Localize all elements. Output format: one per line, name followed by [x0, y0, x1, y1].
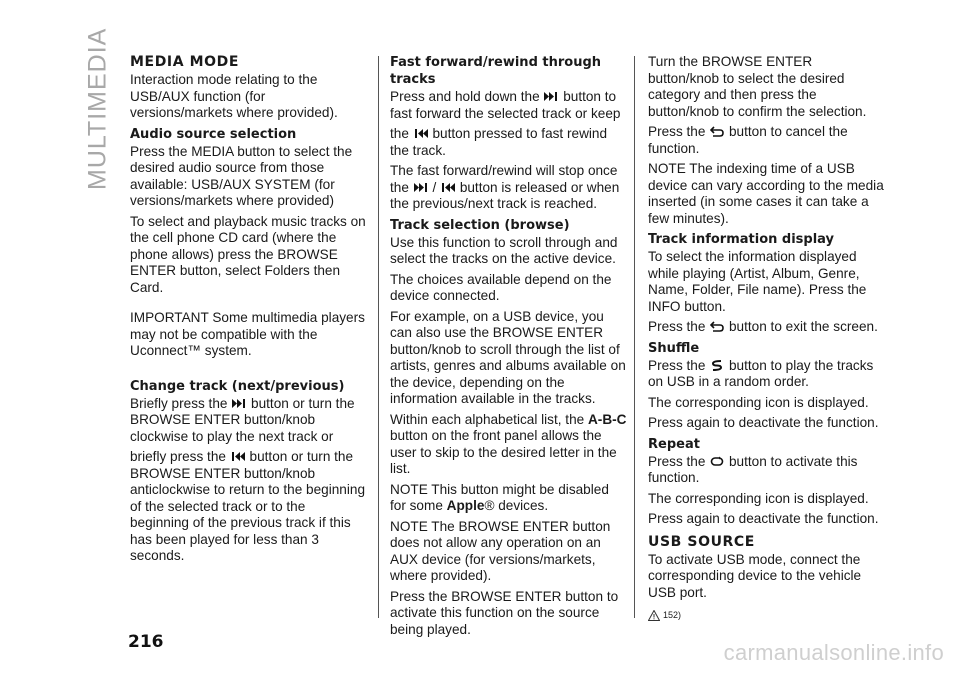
- column-divider: [378, 56, 379, 618]
- section-side-title: MULTIMEDIA: [83, 27, 112, 190]
- text-fragment: Press the: [648, 319, 706, 334]
- page-number: 216: [128, 632, 164, 652]
- paragraph-intro: Interaction mode relating to the USB/AUX function (for versions/markets where provided).: [130, 72, 338, 120]
- text-fragment: button to play the tracks on USB in a random order.: [648, 357, 874, 389]
- paragraph-shuffle-3: Press again to deactivate the function.: [648, 415, 879, 430]
- paragraph-audio-1: Press the MEDIA button to select the desired audio source from those available: USB/AUX SYSTEM (for versions/markets where provided): [130, 143, 353, 208]
- paragraph-next-track: [130, 396, 366, 446]
- paragraph-fast-forward: [390, 89, 628, 122]
- previous-track-icon: [414, 128, 428, 139]
- previous-track-icon: [441, 182, 455, 193]
- abc-button-label: A-B-C: [587, 411, 627, 427]
- text-fragment: button on the front panel allows the user to skip to the desired letter in the list.: [390, 428, 617, 476]
- text-fragment: Briefly press the: [130, 395, 228, 411]
- next-track-icon: [414, 182, 428, 193]
- text-fragment: briefly press the: [130, 449, 226, 464]
- paragraph-info: To select the information displayed while playing (Artist, Album, Genre, Name, Folder, File name). Press the INFO button.: [648, 249, 867, 314]
- text-fragment: the: [390, 126, 409, 141]
- paragraph-prev-track: [130, 449, 366, 565]
- text-fragment: Press the: [648, 124, 706, 139]
- apple-label: Apple: [446, 498, 485, 513]
- text-fragment: button to activate this function.: [648, 453, 858, 485]
- heading-track-selection: Track selection (browse): [390, 217, 570, 233]
- text-fragment: button or turn the BROWSE ENTER button/knob anticlockwise to return to the beginning of the selected track or to the beginning of the previous track if this has been played for less than 3 seconds.: [130, 449, 366, 563]
- next-track-icon: [232, 398, 246, 409]
- column-3: [648, 54, 886, 625]
- column-1: [130, 54, 366, 569]
- back-icon: [710, 126, 724, 137]
- heading-track-info: Track information display: [648, 232, 835, 247]
- paragraph-usb: To activate USB mode, connect the corresponding device to the vehicle USB port.: [648, 551, 862, 600]
- text-fragment: The fast forward/rewind will stop once: [390, 163, 618, 178]
- paragraph-repeat: [648, 454, 886, 487]
- paragraph-note-indexing: NOTE The indexing time of a USB device can vary according to the media inserted (in some cases it can take a few minutes).: [648, 161, 884, 226]
- column-2: [390, 54, 628, 642]
- column-divider: [634, 56, 635, 618]
- paragraph-browse-2: The choices available depend on the device connected.: [390, 271, 612, 303]
- warning-icon: [648, 610, 660, 621]
- heading-shuffle: Shuffle: [648, 340, 700, 356]
- paragraph-browse-3: For example, on a USB device, you can also use the BROWSE ENTER button/knob to scroll through the list of artists, genres and albums available on the device, depending on the information available in the tracks.: [390, 308, 626, 406]
- paragraph-stop: [390, 163, 628, 213]
- text-fragment: Press and hold down the: [390, 89, 540, 104]
- watermark: carmanualsonline.info: [723, 640, 944, 665]
- previous-track-icon: [231, 451, 245, 462]
- heading-usb-source: USB SOURCE: [648, 533, 755, 550]
- paragraph-note-apple: [390, 482, 628, 515]
- next-track-icon: [544, 91, 558, 102]
- text-fragment: the: [390, 179, 409, 195]
- text-fragment: ® devices.: [484, 498, 549, 513]
- shuffle-icon: [710, 360, 724, 371]
- text-fragment: /: [432, 179, 437, 195]
- paragraph-browse-1: Use this function to scroll through and select the tracks on the active device.: [390, 234, 618, 266]
- text-fragment: Press the: [648, 357, 706, 373]
- paragraph-audio-2: To select and playback music tracks on the cell phone CD card (where the phone allows) press the BROWSE ENTER button, select Folders then Card.: [130, 213, 366, 295]
- paragraph-turn-knob: Turn the BROWSE ENTER button/knob to select the desired category and then press the button/knob to confirm the selection.: [648, 54, 867, 119]
- back-icon: [710, 321, 724, 332]
- paragraph-repeat-3: Press again to deactivate the function.: [648, 511, 879, 526]
- note-reference: [648, 607, 681, 624]
- paragraph-shuffle: [648, 358, 886, 391]
- text-fragment: button or turn the BROWSE ENTER button/knob clockwise to play the next track or: [130, 395, 355, 444]
- text-fragment: button is released or when the previous/next track is reached.: [390, 179, 620, 211]
- paragraph-cancel: [648, 124, 886, 157]
- text-fragment: button pressed to fast rewind the track.: [390, 126, 608, 158]
- paragraph-repeat-2: The corresponding icon is displayed.: [648, 490, 869, 506]
- text-fragment: button to exit the screen.: [728, 319, 878, 334]
- paragraph-important: IMPORTANT Some multimedia players may not be compatible with the Uconnect™ system.: [130, 310, 365, 358]
- text-fragment: button to fast forward the selected track or keep: [390, 89, 621, 121]
- text-fragment: Within each alphabetical list, the: [390, 411, 585, 427]
- note-reference-number: 152): [663, 610, 682, 620]
- paragraph-exit: [648, 319, 886, 336]
- heading-audio-source: Audio source selection: [130, 126, 297, 142]
- heading-change-track: Change track (next/previous): [130, 378, 345, 394]
- paragraph-shuffle-2: The corresponding icon is displayed.: [648, 394, 869, 410]
- paragraph-browse-4: [390, 412, 628, 478]
- heading-media-mode: MEDIA MODE: [130, 54, 240, 70]
- repeat-icon: [710, 456, 724, 467]
- text-fragment: button to cancel the function.: [648, 124, 848, 156]
- paragraph-note-aux: NOTE The BROWSE ENTER button does not allow any operation on an AUX device (for versions/markets, where provided).: [390, 518, 611, 583]
- paragraph-browse-5: Press the BROWSE ENTER button to activate this function on the source being played.: [390, 588, 619, 637]
- paragraph-rewind: [390, 126, 628, 159]
- text-fragment: Press the: [648, 453, 706, 469]
- heading-repeat: Repeat: [648, 436, 700, 452]
- heading-fast-forward: Fast forward/rewind through tracks: [390, 55, 602, 87]
- text-fragment: NOTE This button might be disabled for some: [390, 481, 609, 513]
